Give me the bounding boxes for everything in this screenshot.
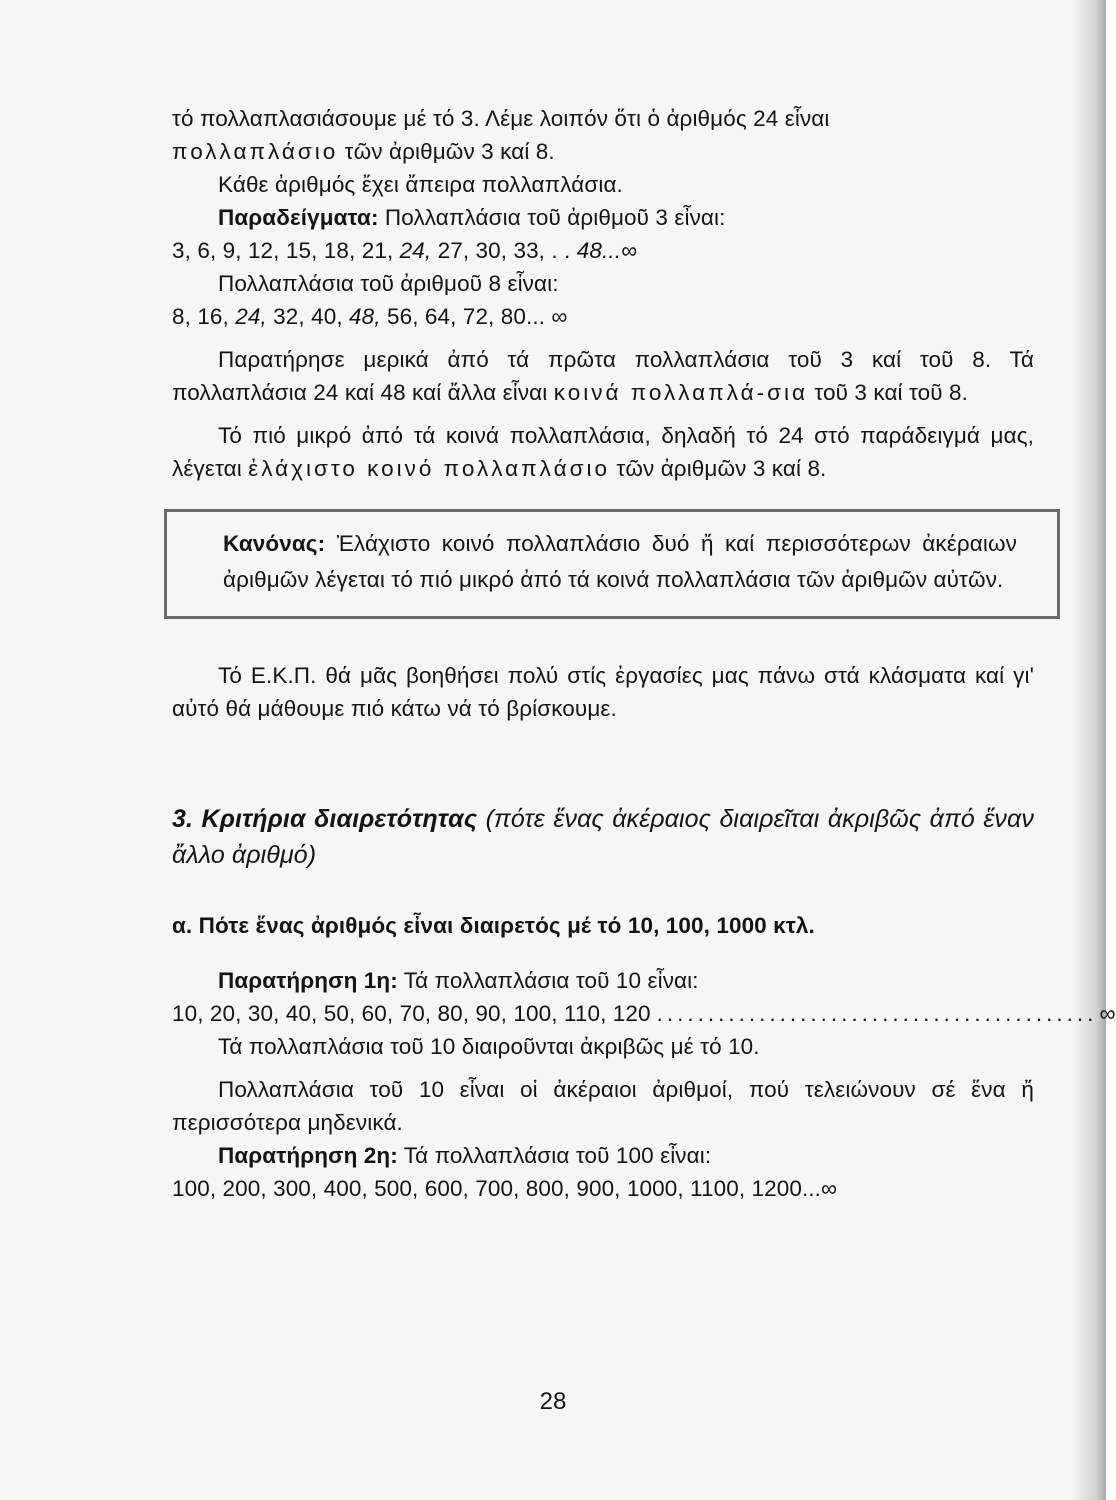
seq10-infinity: ∞ (1099, 1001, 1116, 1026)
remark-1-label: Παρατήρηση 1η: (218, 968, 398, 993)
rule-text: Ἐλάχιστο κοινό πολλαπλάσιο δυό ἤ καί περισσότερων ἀκέραιων ἀριθμῶν λέγεται τό πιό μικρό ἀπό τά κοινά πολλαπλάσια τῶν ἀριθμῶν αὐτῶν. (223, 531, 1017, 592)
rule-label: Κανόνας: (223, 531, 326, 556)
page-content (172, 102, 1116, 1205)
multiples-of-10-divide: Τά πολλαπλάσια τοῦ 10 διαιροῦνται ἀκριβῶς μέ τό 10. (218, 1034, 760, 1059)
observe-text-1: Παρατήρησε μερικά ἀπό τά πρῶτα πολλαπλάσια τοῦ 3 καί τοῦ 8. Τά πολλαπλάσια 24 καί 48 καί ἄλλα εἶναι (172, 347, 1034, 405)
seq3-a: 3, 6, 9, 12, 15, 18, 21, (172, 238, 400, 263)
seq10: 10, 20, 30, 40, 50, 60, 70, 80, 90, 100, 110, 120 (172, 1001, 651, 1026)
multiples-of-8-sequence (172, 300, 1034, 333)
intro-line-1 (172, 102, 1034, 135)
remark-1-intro (172, 964, 1034, 997)
remark-2-label: Παρατήρηση 2η: (218, 1143, 398, 1168)
examples-label: Παραδείγματα: (218, 205, 379, 230)
smallest-paragraph (172, 419, 1034, 485)
seq3-48: 48...∞ (576, 238, 638, 263)
intro-line-1-text: τό πολλαπλασιάσουμε μέ τό 3. Λέμε λοιπόν ὅτι ὁ ἀριθμός 24 εἶναι (172, 106, 830, 131)
intro-line-2-rest: τῶν ἀριθμῶν 3 καί 8. (338, 139, 555, 164)
seq8-24: 24, (235, 304, 267, 329)
remark-2-intro-text: Τά πολλαπλάσια τοῦ 100 εἶναι: (397, 1143, 712, 1168)
examples-of-3-intro (172, 201, 1034, 234)
seq8-c: 32, 40, (266, 304, 350, 329)
subsection-a-heading: α. Πότε ἕνας ἀριθμός εἶναι διαιρετός μέ τό 10, 100, 1000 κτλ. (172, 913, 815, 938)
term-multiple: πολλαπλάσιο (172, 139, 339, 164)
section-3-subtitle: (πότε ἕνας ἀκέραιος διαιρεῖται ἀκριβῶς ἀπό ἕναν ἄλλο ἀριθμό) (172, 805, 1034, 869)
observe-text-2: τοῦ 3 καί τοῦ 8. (808, 380, 969, 405)
multiples-of-3-sequence (172, 234, 1034, 267)
seq3-c: 27, 30, 33, . . (431, 238, 577, 263)
section-3-title: 3. Κριτήρια διαιρετότητας (172, 805, 478, 833)
term-lcm: ἐλάχιστο κοινό πολλαπλάσιο (248, 456, 610, 481)
seq8-48: 48, (349, 304, 381, 329)
page-edge-shadow (1072, 0, 1106, 1500)
examples-of-3-intro-text: Πολλαπλάσια τοῦ ἀριθμοῦ 3 εἶναι: (378, 205, 726, 230)
remark-1-intro-text: Τά πολλαπλάσια τοῦ 10 εἶναι: (397, 968, 699, 993)
multiples-of-10-conclusion: Πολλαπλάσια τοῦ 10 εἶναι οἱ ἀκέραιοι ἀριθμοί, πού τελειώνουν σέ ἕνα ἤ περισσότερα μηδενικά. (172, 1077, 1034, 1135)
multiples-of-10-sequence (172, 997, 1116, 1030)
ekp-paragraph: Τό Ε.Κ.Π. θά μᾶς βοηθήσει πολύ στίς ἐργασίες μας πάνω στά κλάσματα καί γι' αὐτό θά μάθουμε πιό κάτω νά τό βρίσκουμε. (172, 663, 1034, 721)
intro-line-2 (172, 135, 1034, 168)
seq3-24: 24, (399, 238, 432, 263)
examples-of-8-intro: Πολλαπλάσια τοῦ ἀριθμοῦ 8 εἶναι: (218, 271, 559, 296)
smallest-text-2: τῶν ἀριθμῶν 3 καί 8. (609, 456, 827, 481)
seq10-dots: ........................................... (656, 1001, 1098, 1026)
rule-text-block (223, 531, 1017, 592)
smallest-text-1: Τό πιό μικρό ἀπό τά κοινά πολλαπλάσια, δηλαδή τό 24 στό παράδειγμά μας, λέγεται (172, 423, 1034, 481)
rule-box (164, 509, 1060, 619)
observe-paragraph (172, 343, 1034, 409)
infinite-multiples: Κάθε ἀριθμός ἔχει ἄπειρα πολλαπλάσια. (218, 172, 623, 197)
seq8-e: 56, 64, 72, 80... ∞ (380, 304, 568, 329)
seq8-a: 8, 16, (172, 304, 236, 329)
section-3-heading (172, 801, 1034, 873)
multiples-of-100-sequence: 100, 200, 300, 400, 500, 600, 700, 800, 900, 1000, 1100, 1200...∞ (172, 1176, 838, 1201)
page-number: 28 (539, 1388, 567, 1415)
term-common-multiples: κοινά πολλαπλά-σια (553, 380, 809, 405)
remark-2-intro (172, 1139, 1034, 1172)
